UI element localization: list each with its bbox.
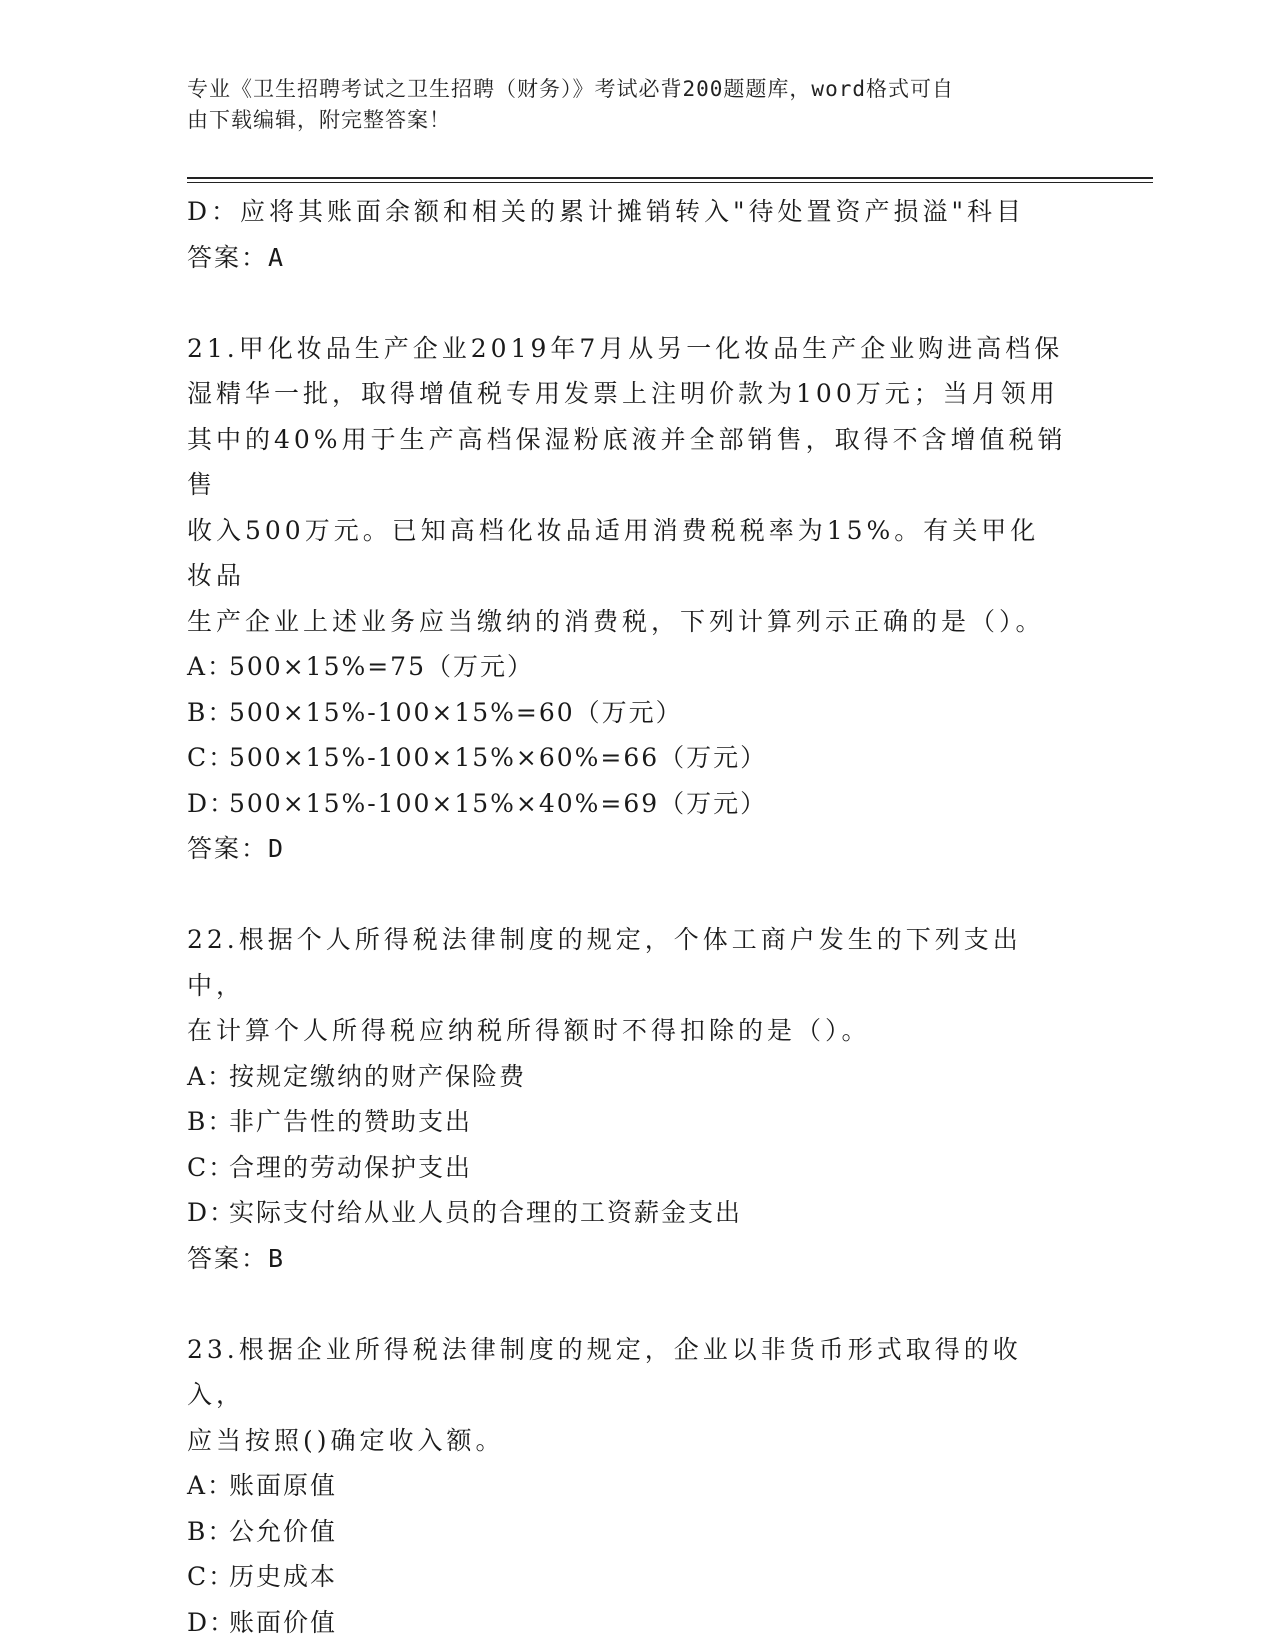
option-c (187, 1145, 1087, 1191)
question-text-line: 23.根据企业所得税法律制度的规定，企业以非货币形式取得的收入， (187, 1334, 1022, 1409)
option-letter: D： (187, 1607, 237, 1637)
option-a (187, 644, 1087, 690)
header-divider-thin (187, 182, 1153, 183)
option-letter: B： (187, 1107, 235, 1136)
option-letter: C： (187, 1562, 236, 1591)
option-letter: A： (187, 1061, 235, 1091)
option-text: 实际支付给从业人员的合理的工资薪金支出 (229, 1198, 743, 1227)
question-23 (187, 1327, 1087, 1646)
option-a (187, 1463, 1087, 1509)
option-text: 账面价值 (229, 1607, 338, 1637)
option-text: 合理的劳动保护支出 (229, 1152, 473, 1182)
option-c (187, 1554, 1087, 1600)
question-text-line: 22.根据个人所得税法律制度的规定，个体工商户发生的下列支出中， (187, 925, 1022, 1000)
option-text: 账面原值 (229, 1471, 338, 1500)
option-text: 按规定缴纳的财产保险费 (229, 1061, 527, 1091)
question-text-line: 湿精华一批，取得增值税专用发票上注明价款为100万元；当月领用 (187, 379, 1059, 408)
carryover-option-d: D：应将其账面余额和相关的累计摊销转入"待处置资产损溢"科目 (187, 197, 1026, 226)
header-divider-thick (187, 177, 1153, 179)
option-letter: C： (187, 743, 236, 772)
question-22 (187, 917, 1087, 1281)
carryover-answer: 答案：A (187, 242, 286, 272)
option-text: 500×15%-100×15%×60%=66（万元） (229, 743, 768, 772)
answer: 答案：B (187, 1243, 286, 1273)
question-text-line: 生产企业上述业务应当缴纳的消费税，下列计算列示正确的是（）。 (187, 606, 1045, 636)
question-text-line: 收入500万元。已知高档化妆品适用消费税税率为15%。有关甲化妆品 (187, 515, 1040, 590)
option-letter: A： (187, 652, 235, 681)
option-text: 历史成本 (229, 1562, 338, 1591)
option-text: 500×15%-100×15%×40%=69（万元） (229, 788, 768, 818)
option-letter: A： (187, 1471, 235, 1500)
document-header (187, 74, 1067, 136)
header-line-2: 由下载编辑，附完整答案！ (187, 108, 451, 132)
option-letter: B： (187, 1516, 235, 1546)
answer: 答案：D (187, 834, 286, 863)
header-line-1: 专业《卫生招聘考试之卫生招聘（财务）》考试必背200题题库，word格式可自 (187, 77, 954, 101)
question-23-text (187, 1327, 1067, 1464)
option-text: 500×15%=75（万元） (229, 652, 534, 681)
option-b (187, 1099, 1087, 1145)
question-text-line: 应当按照()确定收入额。 (187, 1425, 505, 1455)
question-text-line: 其中的40%用于生产高档保湿粉底液并全部销售，取得不含增值税销售 (187, 424, 1067, 499)
option-b (187, 690, 1087, 736)
option-d (187, 781, 1087, 827)
option-d (187, 1600, 1087, 1646)
carryover-block (187, 189, 1087, 280)
option-text: 非广告性的赞助支出 (229, 1107, 473, 1136)
question-text-line: 21.甲化妆品生产企业2019年7月从另一化妆品生产企业购进高档保 (187, 333, 1064, 363)
option-letter: C： (187, 1152, 236, 1182)
option-text: 500×15%-100×15%=60（万元） (229, 697, 683, 727)
option-letter: B： (187, 697, 235, 727)
option-text: 公允价值 (229, 1516, 338, 1546)
option-letter: D： (187, 788, 237, 818)
option-a (187, 1054, 1087, 1100)
option-c (187, 735, 1087, 781)
question-text-line: 在计算个人所得税应纳税所得额时不得扣除的是（）。 (187, 1016, 871, 1045)
option-letter: D： (187, 1198, 237, 1227)
question-22-text (187, 917, 1067, 1054)
question-21 (187, 326, 1087, 872)
option-d (187, 1190, 1087, 1236)
option-b (187, 1509, 1087, 1555)
document-body (187, 189, 1087, 1645)
question-21-text (187, 326, 1067, 645)
